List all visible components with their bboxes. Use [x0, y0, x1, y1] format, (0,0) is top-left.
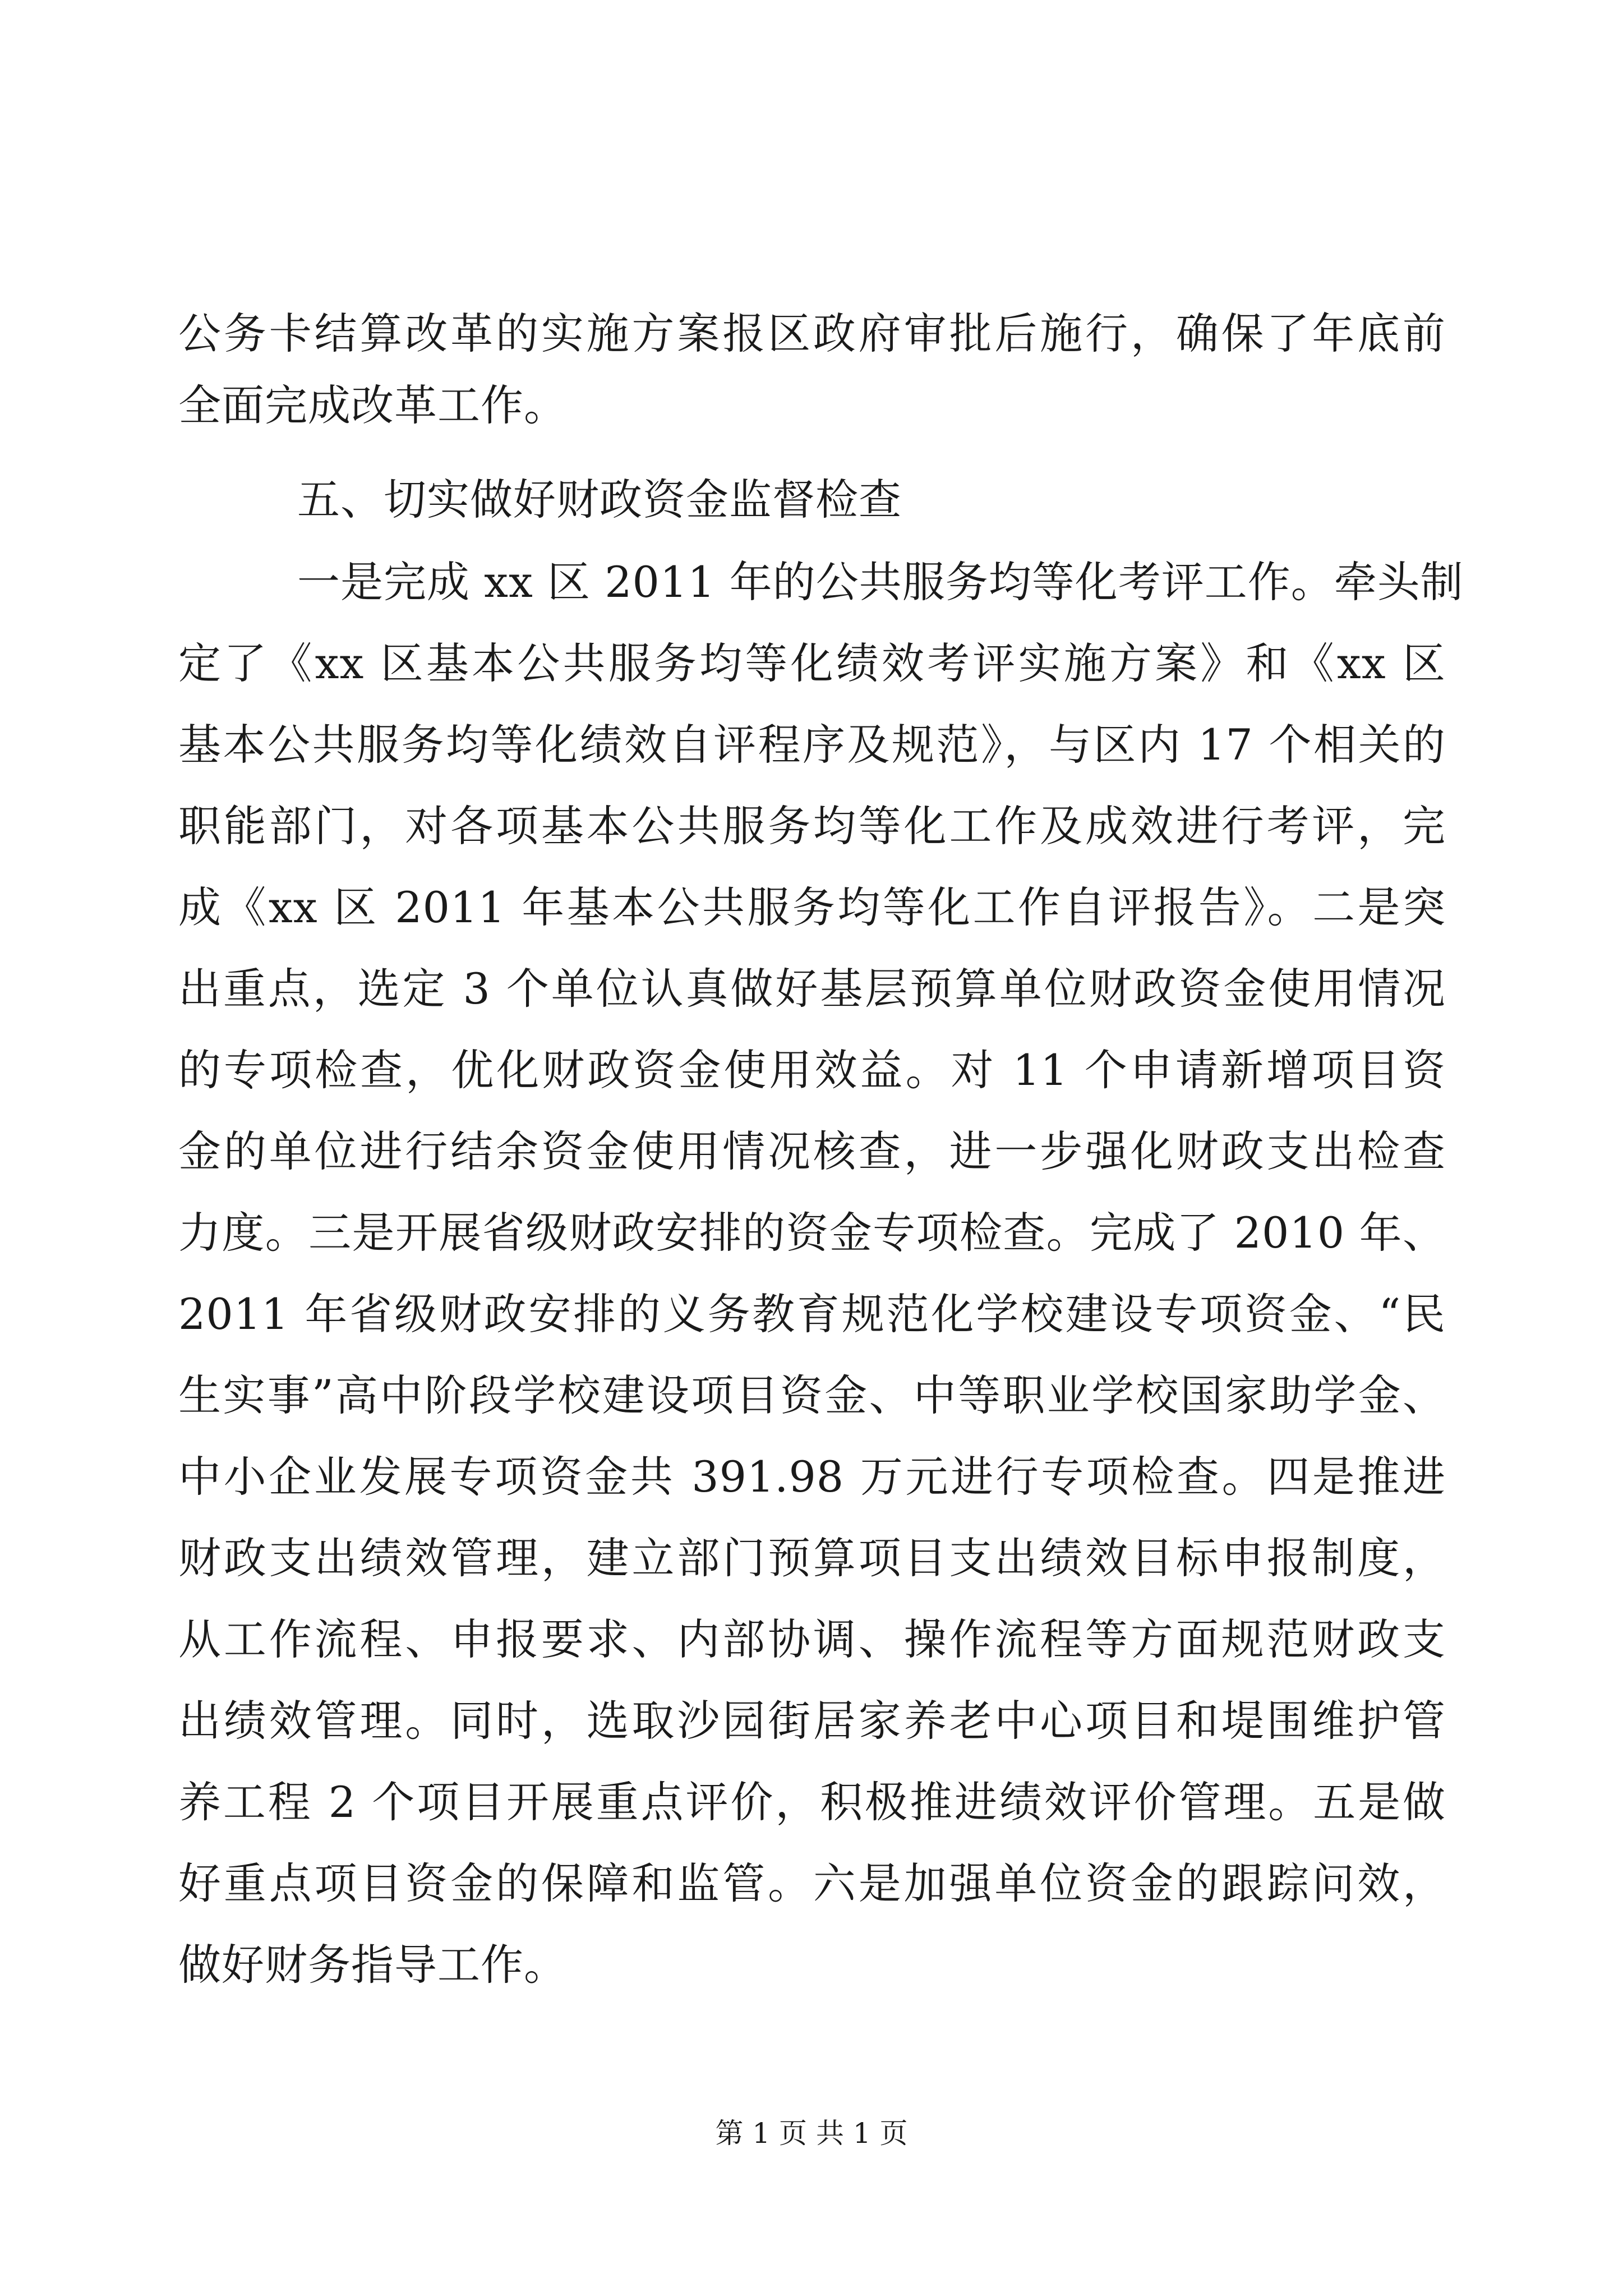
text-line: 2011 年省级财政安排的义务教育规范化学校建设专项资金、“民 — [178, 1289, 1446, 1339]
text-line: 金的单位进行结余资金使用情况核查，进一步强化财政支出检查 — [178, 1126, 1446, 1176]
text-line: 财政支出绩效管理，建立部门预算项目支出绩效目标申报制度， — [178, 1533, 1446, 1583]
page-number-footer: 第 1 页 共 1 页 — [715, 2117, 908, 2150]
text-line: 全面完成改革工作。 — [178, 380, 567, 430]
text-line: 力度。三是开展省级财政安排的资金专项检查。完成了 2010 年、 — [178, 1208, 1446, 1258]
text-line: 定了《xx 区基本公共服务均等化绩效考评实施方案》和《xx 区 — [178, 638, 1446, 688]
text-line: 出重点，选定 3 个单位认真做好基层预算单位财政资金使用情况 — [178, 964, 1446, 1014]
text-line: 养工程 2 个项目开展重点评价，积极推进绩效评价管理。五是做 — [178, 1777, 1446, 1827]
text-line: 成《xx 区 2011 年基本公共服务均等化工作自评报告》。二是突 — [178, 882, 1446, 932]
text-line: 基本公共服务均等化绩效自评程序及规范》，与区内 17 个相关的 — [178, 720, 1446, 770]
text-line: 做好财务指导工作。 — [178, 1940, 567, 1990]
text-line: 出绩效管理。同时，选取沙园街居家养老中心项目和堤围维护管 — [178, 1696, 1446, 1746]
text-line: 公务卡结算改革的实施方案报区政府审批后施行，确保了年底前 — [178, 309, 1446, 358]
text-line: 职能部门，对各项基本公共服务均等化工作及成效进行考评，完 — [178, 801, 1446, 851]
text-line: 一是完成 xx 区 2011 年的公共服务均等化考评工作。牵头制 — [297, 557, 1464, 607]
text-line: 好重点项目资金的保障和监管。六是加强单位资金的跟踪问效， — [178, 1858, 1446, 1908]
text-line: 中小企业发展专项资金共 391.98 万元进行专项检查。四是推进 — [178, 1452, 1446, 1502]
text-line: 从工作流程、申报要求、内部协调、操作流程等方面规范财政支 — [178, 1614, 1446, 1664]
text-line: 生实事”高中阶段学校建设项目资金、中等职业学校国家助学金、 — [178, 1370, 1446, 1420]
text-line: 的专项检查，优化财政资金使用效益。对 11 个申请新增项目资 — [178, 1045, 1446, 1095]
section-heading: 五、切实做好财政资金监督检查 — [297, 475, 902, 524]
